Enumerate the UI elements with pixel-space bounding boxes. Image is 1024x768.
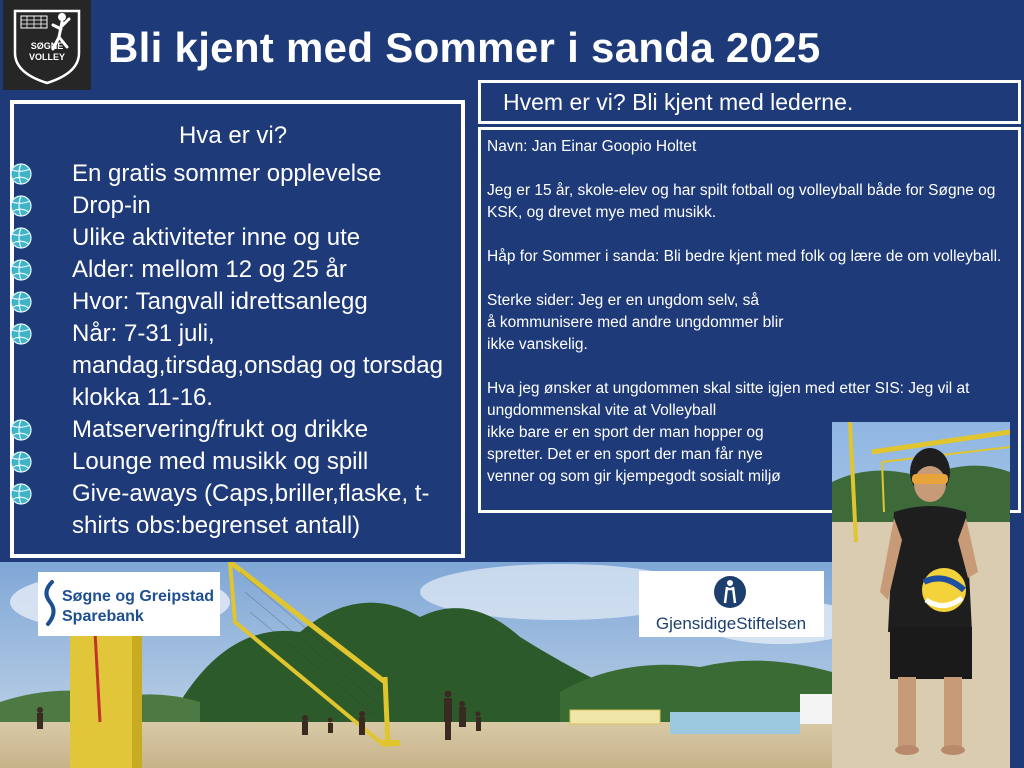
- bio-name: Navn: Jan Einar Goopio Holtet: [487, 138, 697, 155]
- sogne-volley-logo: [3, 0, 91, 90]
- feature-text: Ulike aktiviteter inne og ute: [72, 224, 361, 251]
- bio-intro: Jeg er 15 år, skole-elev og har spilt fotball og volleyball både for Søgne og KSK, og drevet mye med musikk.: [487, 182, 996, 221]
- bio-wish: Hva jeg ønsker at ungdommen skal sitte igjen med etter SIS: Jeg vil at ungdommenskal vite at Volleyball ikke bare er en sport der man hopper og spretter. Det er en sport der man får nye venner og som gir kjempegodt sosialt miljø: [487, 380, 970, 485]
- volleyball-shield-icon: [7, 3, 87, 87]
- what-are-we-heading: Hva er vi?: [179, 122, 288, 149]
- volleyball-bullet-icon: [10, 259, 32, 281]
- volleyball-bullet-icon: [10, 291, 32, 313]
- feature-list: [14, 158, 462, 542]
- sogne-greipstad-sparebank-logo: [38, 572, 220, 636]
- feature-text: Matservering/frukt og drikke: [72, 416, 369, 443]
- leaders-heading-box: [478, 80, 1021, 124]
- gjensidige-stiftelsen-logo: [639, 571, 824, 637]
- bank-name-line2: Sparebank: [62, 608, 144, 625]
- feature-item: [14, 318, 462, 414]
- volleyball-bullet-icon: [10, 419, 32, 441]
- feature-text: Hvor: Tangvall idrettsanlegg: [72, 288, 368, 315]
- stiftelsen-name-b: Stiftelsen: [736, 614, 807, 633]
- feature-item: [14, 286, 462, 318]
- volleyball-bullet-icon: [10, 227, 32, 249]
- volleyball-bullet-icon: [10, 451, 32, 473]
- feature-item: [14, 158, 462, 190]
- feature-text: Alder: mellom 12 og 25 år: [72, 256, 347, 283]
- what-are-we-panel: [10, 100, 465, 558]
- feature-text: Når: 7-31 juli, mandag,tirsdag,onsdag og torsdag klokka 11-16.: [72, 320, 443, 411]
- feature-text: Give-aways (Caps,briller,flaske, t-shirts obs:begrenset antall): [72, 480, 430, 539]
- volleyball-bullet-icon: [10, 483, 32, 505]
- feature-text: En gratis sommer opplevelse: [72, 160, 382, 187]
- feature-item: [14, 254, 462, 286]
- feature-text: Lounge med musikk og spill: [72, 448, 369, 475]
- leader-photo: [832, 422, 1010, 768]
- volleyball-bullet-icon: [10, 323, 32, 345]
- feature-item: [14, 446, 462, 478]
- stiftelsen-name-a: Gjensidige: [655, 614, 737, 633]
- bio-strengths: Sterke sider: Jeg er en ungdom selv, så å kommunisere med andre ungdommer blir ikke vanskelig.: [487, 292, 784, 353]
- bank-wave-icon: [46, 582, 53, 624]
- volleyball-bullet-icon: [10, 163, 32, 185]
- leaders-heading: Hvem er vi? Bli kjent med lederne.: [503, 89, 854, 115]
- feature-item: [14, 478, 462, 542]
- logo-line1: SØGNE: [30, 41, 64, 51]
- bio-hope: Håp for Sommer i sanda: Bli bedre kjent med folk og lære de om volleyball.: [487, 248, 1002, 265]
- feature-item: [14, 222, 462, 254]
- feature-item: [14, 414, 462, 446]
- logo-line2: VOLLEY: [28, 52, 66, 62]
- page-title: Bli kjent med Sommer i sanda 2025: [108, 24, 821, 71]
- svg-text:GjensidigeStiftelsen: [656, 614, 806, 633]
- feature-text: Drop-in: [72, 192, 151, 219]
- volleyball-bullet-icon: [10, 195, 32, 217]
- feature-item: [14, 190, 462, 222]
- bank-name-line1: Søgne og Greipstad: [62, 588, 215, 605]
